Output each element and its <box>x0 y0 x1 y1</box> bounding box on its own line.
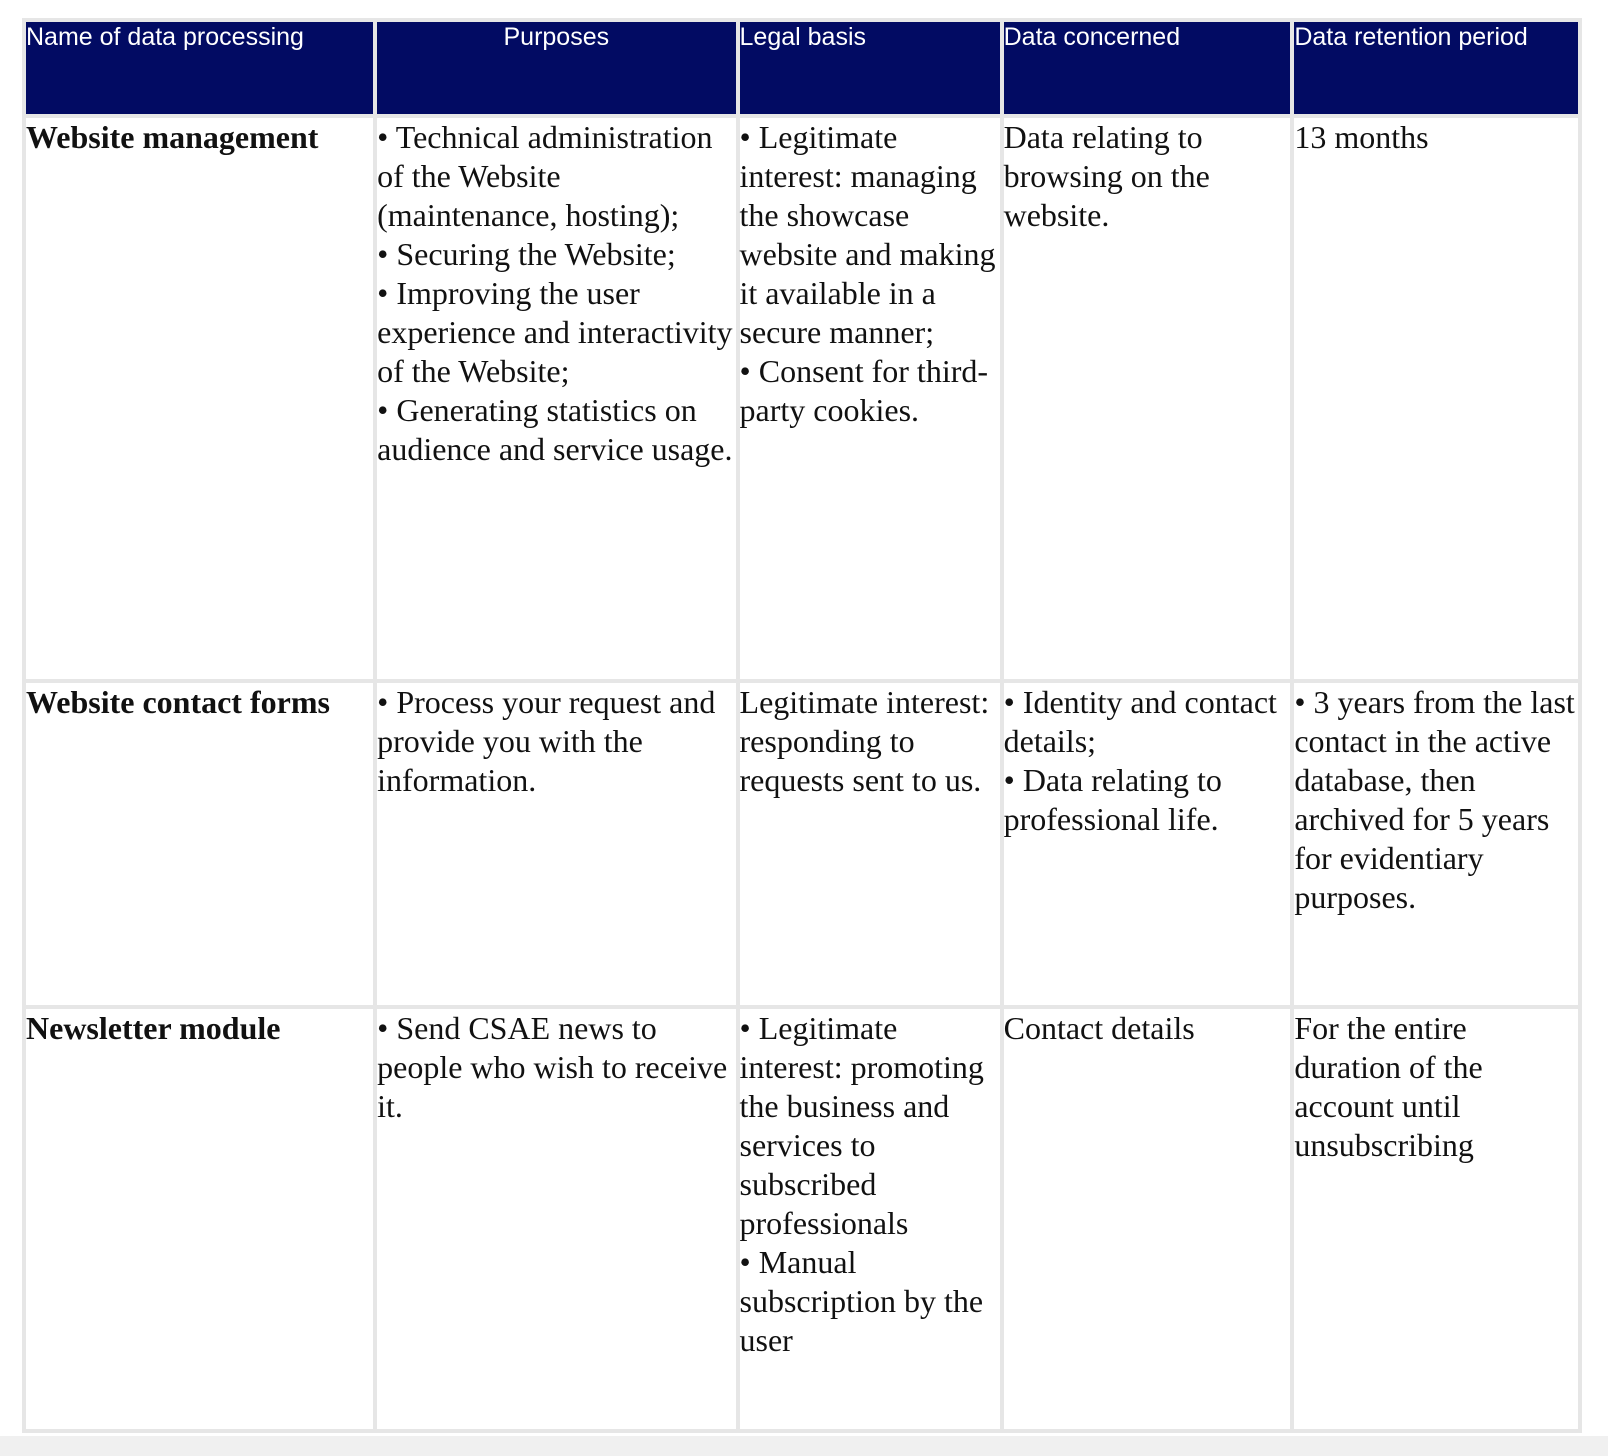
legal-basis-cell <box>740 683 1000 1005</box>
purpose-item: • Improving the user experience and interactivity of the Website; <box>377 275 733 389</box>
page-bottom-edge <box>0 1436 1608 1456</box>
row-name: Newsletter module <box>26 1010 281 1046</box>
purpose-item: • Technical administration of the Website (maintenance, hosting); <box>377 119 713 233</box>
header-data-concerned: Data concerned <box>1004 22 1291 114</box>
legal-basis-cell <box>740 1009 1000 1429</box>
legal-basis-item: • Manual subscription by the user <box>739 1244 984 1358</box>
header-name-of-data-processing: Name of data processing <box>26 22 373 114</box>
data-processing-table <box>22 18 1582 1433</box>
table-row <box>26 118 1578 679</box>
purposes-cell <box>377 118 735 679</box>
legal-basis-item: Legitimate interest: responding to requests sent to us. <box>739 684 990 798</box>
purposes-cell <box>377 1009 735 1429</box>
row-name: Website contact forms <box>26 684 330 720</box>
purposes-cell <box>377 683 735 1005</box>
retention-cell <box>1294 683 1578 1005</box>
purpose-item: • Securing the Website; <box>377 236 676 272</box>
data-concerned-cell <box>1004 1009 1291 1429</box>
retention-cell <box>1294 118 1578 679</box>
purpose-item: • Send CSAE news to people who wish to receive it. <box>377 1010 728 1124</box>
data-concerned-item: • Identity and contact details; <box>1003 684 1277 759</box>
row-name: Website management <box>26 119 319 155</box>
legal-basis-item: • Legitimate interest: managing the showcase website and making it available in a secure manner; <box>739 119 996 350</box>
row-name-cell <box>26 118 373 679</box>
purpose-item: • Process your request and provide you with the information. <box>377 684 716 798</box>
table-row <box>26 683 1578 1005</box>
data-concerned-cell <box>1004 118 1291 679</box>
row-name-cell <box>26 1009 373 1429</box>
header-purposes: Purposes <box>377 22 735 114</box>
purpose-item: • Generating statistics on audience and service usage. <box>377 392 733 467</box>
table-row <box>26 1009 1578 1429</box>
legal-basis-item: • Legitimate interest: promoting the business and services to subscribed professionals <box>739 1010 984 1241</box>
data-concerned-item: Data relating to browsing on the website. <box>1003 119 1210 233</box>
legal-basis-cell <box>740 118 1000 679</box>
retention-item: • 3 years from the last contact in the active database, then archived for 5 years for evidentiary purposes. <box>1294 684 1575 915</box>
data-processing-table-container <box>22 18 1582 1438</box>
data-concerned-cell <box>1004 683 1291 1005</box>
header-data-retention-period: Data retention period <box>1294 22 1578 114</box>
retention-item: 13 months <box>1294 119 1429 155</box>
data-concerned-item: • Data relating to professional life. <box>1003 762 1222 837</box>
legal-basis-item: • Consent for third-party cookies. <box>739 353 989 428</box>
row-name-cell <box>26 683 373 1005</box>
retention-item: For the entire duration of the account until unsubscribing <box>1294 1010 1483 1163</box>
data-concerned-item: Contact details <box>1003 1010 1195 1046</box>
table-header-row <box>26 22 1578 114</box>
retention-cell <box>1294 1009 1578 1429</box>
header-legal-basis: Legal basis <box>740 22 1000 114</box>
